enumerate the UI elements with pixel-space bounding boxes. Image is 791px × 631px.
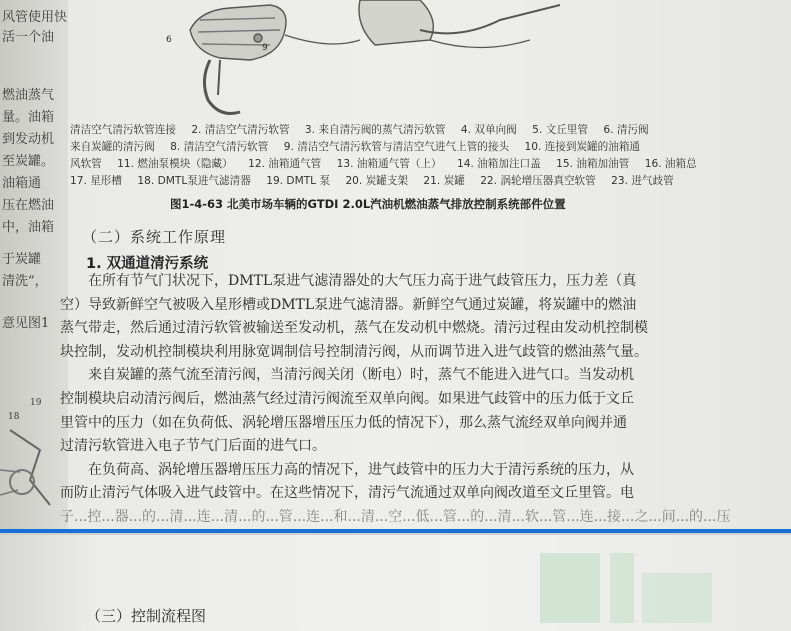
edge-text-line: 活一个油 [2, 30, 55, 45]
part-item: 10. 连接到炭罐的油箱通 [524, 141, 641, 153]
part-item: 22. 涡轮增压器真空软管 [480, 175, 596, 187]
part-item: 3. 来自清污阀的蒸气清污软管 [304, 124, 446, 136]
adjacent-page-edge [0, 0, 68, 530]
section-heading: （二）系统工作原理 [82, 228, 227, 246]
callout-label: 9 [262, 43, 268, 53]
edge-text-line: 压在燃油 [2, 198, 55, 213]
part-item: 13. 油箱通气管（上） [336, 158, 442, 170]
part-item: 15. 油箱加油管 [556, 158, 630, 170]
subsection-heading: 1. 双通道清污系统 [86, 256, 209, 272]
edge-text-line: 至炭罐。 [2, 154, 55, 169]
parts-row [70, 122, 790, 139]
edge-text-line: 燃油蒸气 [2, 88, 55, 103]
paragraph-line: 在负荷高、涡轮增压器增压压力高的情况下，进气歧管中的压力大于清污系统的压力，从 [88, 461, 634, 478]
parts-row [70, 156, 790, 173]
paragraph-line: 蒸气带走，然后通过清污软管被输送至发动机，蒸气在发动机中燃烧。清污过程由发动机控制模 [60, 320, 648, 337]
book-page-bottom [0, 535, 791, 631]
part-item: 18. DMTL泵进气滤清器 [137, 175, 251, 187]
engine-component-diagram [160, 0, 590, 120]
part-item: 17. 星形槽 [70, 175, 122, 187]
edge-text-line: 风管使用快 [2, 10, 68, 25]
paragraph-line: 控制模块启动清污阀后，燃油蒸气经过清污阀流至双单向阀。如果进气歧管中的压力低于文丘 [60, 390, 634, 407]
edge-text-line: 19 [30, 398, 42, 408]
figure-caption: 图1-4-63 北美市场车辆的GTDI 2.0L汽油机燃油蒸气排放控制系统部件位置 [170, 197, 566, 211]
paragraph-line: 在所有节气门状况下，DMTL泵进气滤清器处的大气压力高于进气歧管压力，压力差（真 [88, 273, 637, 289]
paragraph-line: 空）导致新鲜空气被吸入星形槽或DMTL泵进气滤清器。新鲜空气通过炭罐，将炭罐中的燃油 [60, 296, 637, 313]
part-item: 来自炭罐的清污阀 [70, 141, 155, 153]
selection-divider-line [0, 529, 791, 533]
part-item: 风软管 [70, 158, 102, 170]
part-item: 21. 炭罐 [423, 175, 465, 187]
part-item: 2. 清洁空气清污软管 [191, 124, 290, 136]
part-item: 清洁空气清污软管连接 [70, 124, 176, 136]
part-item: 5. 文丘里管 [532, 124, 588, 136]
paragraph-line-cut: 子...控...器...的...清...连...清...的...管...连...和...清...空...低...管...的...清...软...管...连...接...之...间...的...压 [60, 508, 731, 525]
edge-text-line: 于炭罐 [2, 252, 42, 267]
parts-list [70, 122, 790, 190]
next-section-heading: （三）控制流程图 [86, 607, 207, 625]
edge-text-line: 量。油箱 [2, 110, 55, 125]
edge-text-line: 18 [8, 412, 20, 422]
part-item: 12. 油箱通气管 [248, 158, 322, 170]
part-item: 14. 油箱加注口盖 [457, 158, 541, 170]
paragraph-line: 里管中的压力（如在负荷低、涡轮增压器增压压力低的情况下），那么蒸气流经双单向阀并通 [60, 414, 627, 431]
edge-text-line: 中，油箱 [2, 220, 55, 235]
paragraph-line: 块控制，发动机控制模块利用脉宽调制信号控制清污阀，从而调节进入进气歧管的燃油蒸气量。 [60, 343, 648, 360]
paragraph-line: 而防止清污气体吸入进气歧管中。在这些情况下，清污气流通过双单向阀改道至文丘里管。电 [60, 485, 634, 502]
edge-text-line: 意见图1 [2, 316, 50, 331]
paragraph-line: 来自炭罐的蒸气流至清污阀，当清污阀关闭（断电）时，蒸气不能进入进气口。当发动机 [88, 367, 634, 384]
parts-row [70, 173, 790, 190]
body-text [60, 270, 788, 530]
part-item: 8. 清洁空气清污软管 [170, 141, 269, 153]
part-item: 6. 清污阀 [603, 124, 649, 136]
part-item: 16. 油箱总 [644, 158, 697, 170]
part-item: 4. 双单向阀 [460, 124, 517, 136]
part-item: 23. 进气歧管 [611, 175, 674, 187]
watermark-logo [530, 543, 730, 631]
edge-diagram-fragment [0, 410, 68, 530]
edge-text-line: 清洗”， [2, 274, 48, 289]
parts-row [70, 139, 790, 156]
edge-text-line: 油箱通 [2, 176, 42, 191]
paragraph-line: 过清污软管进入电子节气门后面的进气口。 [60, 438, 326, 455]
edge-text-line: 到发动机 [2, 132, 55, 147]
part-item: 11. 燃油泵模块（隐藏） [117, 158, 233, 170]
part-item: 20. 炭罐支架 [345, 175, 409, 187]
part-item: 19. DMTL 泵 [266, 175, 331, 187]
part-item: 9. 清洁空气清污软管与清洁空气进气上管的接头 [283, 141, 510, 153]
callout-label: 6 [166, 35, 172, 45]
